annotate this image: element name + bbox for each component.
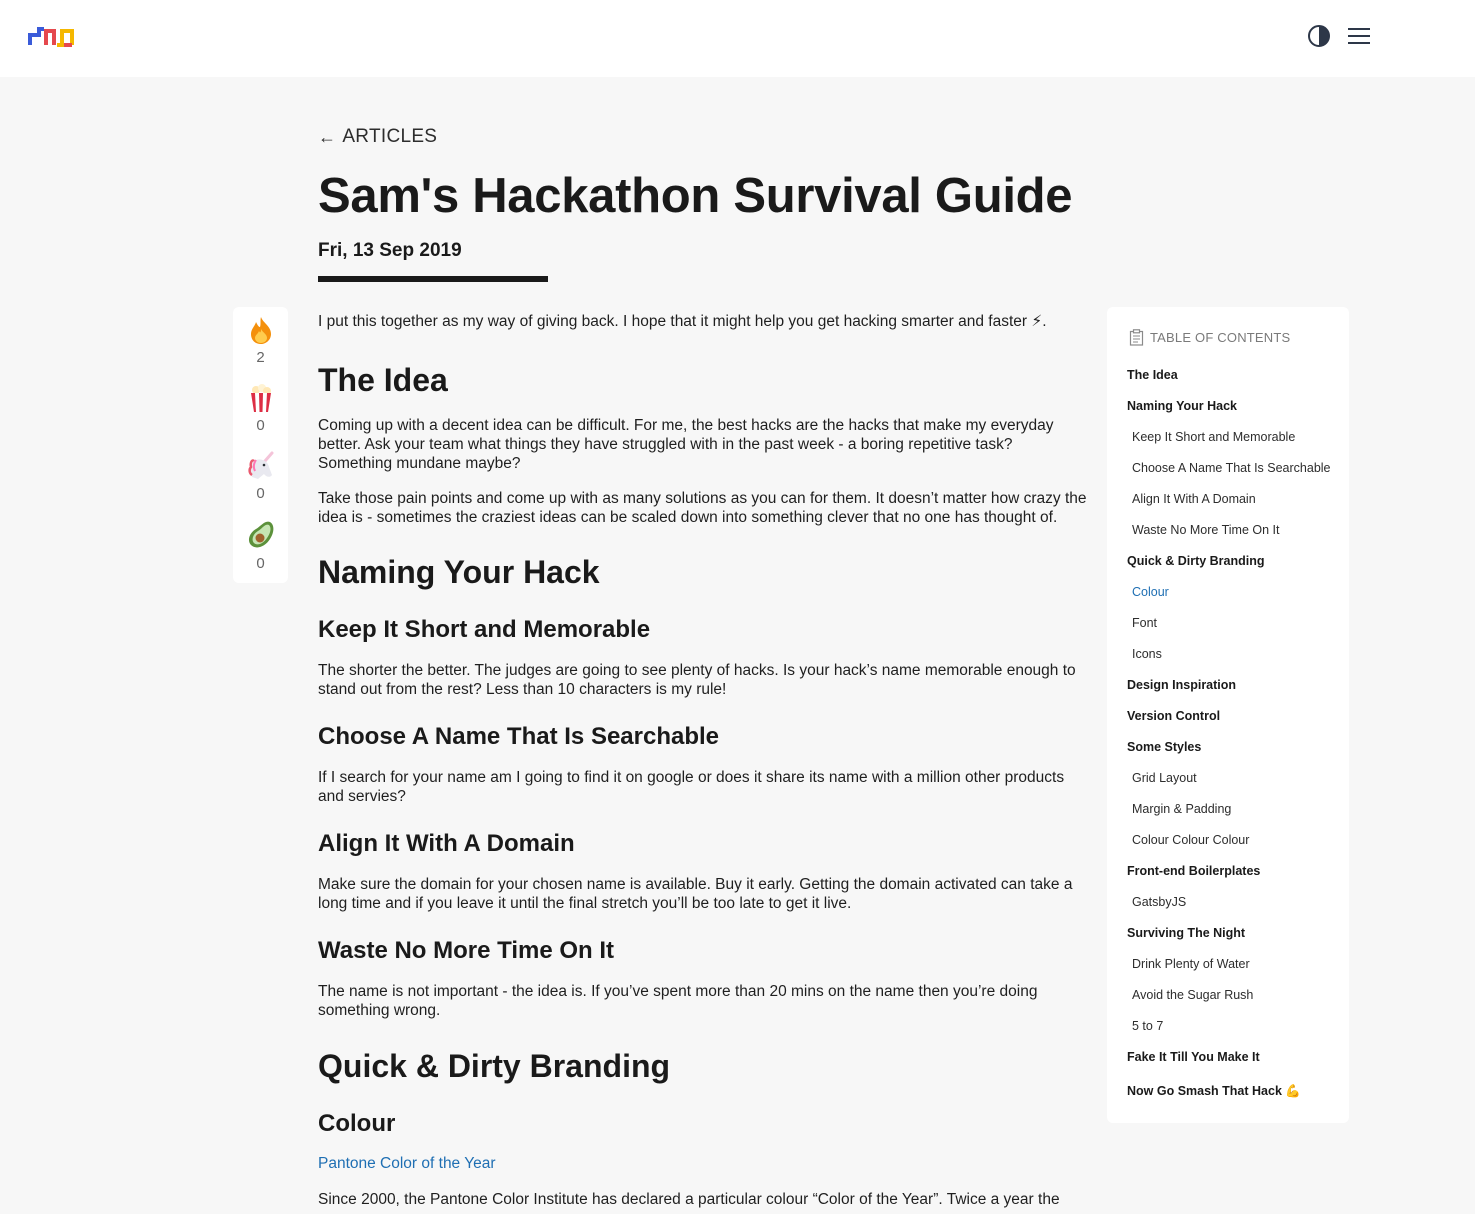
toc-item[interactable]: Colour Colour Colour <box>1132 833 1250 847</box>
paragraph: The shorter the better. The judges are going to see plenty of hacks. Is your hack’s name memorable enough to stand out from the rest? Less than 10 characters is my rule! <box>318 662 1076 698</box>
top-bar <box>0 0 1475 77</box>
toc-item[interactable]: Avoid the Sugar Rush <box>1132 988 1254 1002</box>
toc-item[interactable]: GatsbyJS <box>1132 895 1187 909</box>
back-link-label: ARTICLES <box>342 126 438 147</box>
toc-item[interactable]: Waste No More Time On It <box>1132 523 1280 537</box>
heading-waste-no-time: Waste No More Time On It <box>318 937 615 964</box>
reaction-avocado[interactable] <box>233 519 288 572</box>
toc-item[interactable]: Keep It Short and Memorable <box>1132 430 1296 444</box>
toc-item[interactable]: Font <box>1132 616 1158 630</box>
paragraph: Coming up with a decent idea can be difficult. For me, the best hacks are the hacks that make my everyday better. Ask your team what things they have struggled with in the past week - a boring repetitive task? Something mundane maybe? <box>318 417 1054 472</box>
heading-keep-it-short: Keep It Short and Memorable <box>318 616 651 643</box>
paragraph: Since 2000, the Pantone Color Institute has declared a particular colour “Color of the Year”. Twice a year the <box>318 1191 1060 1208</box>
heading-quick-dirty-branding: Quick & Dirty Branding <box>318 1048 671 1084</box>
paragraph: Take those pain points and come up with as many solutions as you can for them. It doesn’t matter how crazy the idea is - sometimes the craziest ideas can be scaled down into something clever that no one has thought of. <box>318 490 1087 526</box>
page-title: Sam's Hackathon Survival Guide <box>318 169 1073 223</box>
unicorn-icon <box>246 451 276 481</box>
toc-item[interactable]: Now Go Smash That Hack 💪 <box>1127 1084 1301 1098</box>
avocado-icon <box>246 519 276 551</box>
toc-item[interactable]: Quick & Dirty Branding <box>1127 554 1265 568</box>
toc-item[interactable]: Surviving The Night <box>1127 926 1246 940</box>
reaction-count: 0 <box>256 417 265 434</box>
hamburger-menu-icon[interactable] <box>1346 25 1372 47</box>
toc-item[interactable]: 5 to 7 <box>1132 1019 1164 1033</box>
heading-naming-your-hack: Naming Your Hack <box>318 554 600 590</box>
reactions-panel <box>233 307 288 583</box>
reaction-count: 0 <box>256 485 265 502</box>
toc-item[interactable]: Colour <box>1132 585 1169 599</box>
pantone-link[interactable]: Pantone Color of the Year <box>318 1155 496 1172</box>
heading-align-domain: Align It With A Domain <box>318 830 575 857</box>
paragraph: Make sure the domain for your chosen name is available. Buy it early. Getting the domain activated can take a long time and if you leave it until the final stretch you’ll be too late to get it live. <box>318 876 1073 912</box>
toc-item[interactable]: Naming Your Hack <box>1127 399 1237 413</box>
toc-item[interactable]: Icons <box>1132 647 1162 661</box>
date-underline <box>318 276 548 282</box>
reaction-unicorn[interactable] <box>233 451 288 502</box>
publish-date: Fri, 13 Sep 2019 <box>318 240 462 261</box>
toc-item[interactable]: Align It With A Domain <box>1132 492 1256 506</box>
toc-item[interactable]: Fake It Till You Make It <box>1127 1050 1260 1064</box>
reaction-popcorn[interactable] <box>233 383 288 434</box>
back-to-articles-link[interactable] <box>318 126 437 148</box>
popcorn-icon <box>247 383 275 413</box>
toc-item[interactable]: Margin & Padding <box>1132 802 1232 816</box>
theme-toggle-icon[interactable] <box>1307 24 1331 48</box>
toc-item[interactable]: Design Inspiration <box>1127 678 1237 692</box>
paragraph: If I search for your name am I going to find it on google or does it share its name with a million other products and servies? <box>318 769 1065 805</box>
toc-header-label: TABLE OF CONTENTS <box>1150 330 1291 345</box>
toc-item[interactable]: Some Styles <box>1127 740 1202 754</box>
toc-item[interactable]: Version Control <box>1127 709 1221 723</box>
toc-item[interactable]: Choose A Name That Is Searchable <box>1132 461 1331 475</box>
heading-the-idea: The Idea <box>318 362 448 398</box>
heading-colour: Colour <box>318 1110 396 1137</box>
table-of-contents <box>1107 307 1349 1123</box>
site-logo[interactable] <box>28 27 76 47</box>
reaction-count: 2 <box>256 349 265 366</box>
paragraph: The name is not important - the idea is. If you’ve spent more than 20 mins on the name then you’re doing something wrong. <box>318 983 1038 1019</box>
clipboard-icon <box>1129 329 1144 346</box>
toc-item[interactable]: Front-end Boilerplates <box>1127 864 1261 878</box>
toc-item[interactable]: The Idea <box>1127 368 1178 382</box>
heading-choose-a-name: Choose A Name That Is Searchable <box>318 723 720 750</box>
arrow-left-icon: ← <box>318 126 337 147</box>
reaction-count: 0 <box>256 555 265 572</box>
fire-icon <box>247 315 275 345</box>
toc-header <box>1129 329 1290 346</box>
toc-item[interactable]: Drink Plenty of Water <box>1132 957 1250 971</box>
toc-item[interactable]: Grid Layout <box>1132 771 1197 785</box>
reaction-fire[interactable] <box>233 315 288 366</box>
intro-paragraph: I put this together as my way of giving back. I hope that it might help you get hacking smarter and faster ⚡. <box>318 313 1047 330</box>
